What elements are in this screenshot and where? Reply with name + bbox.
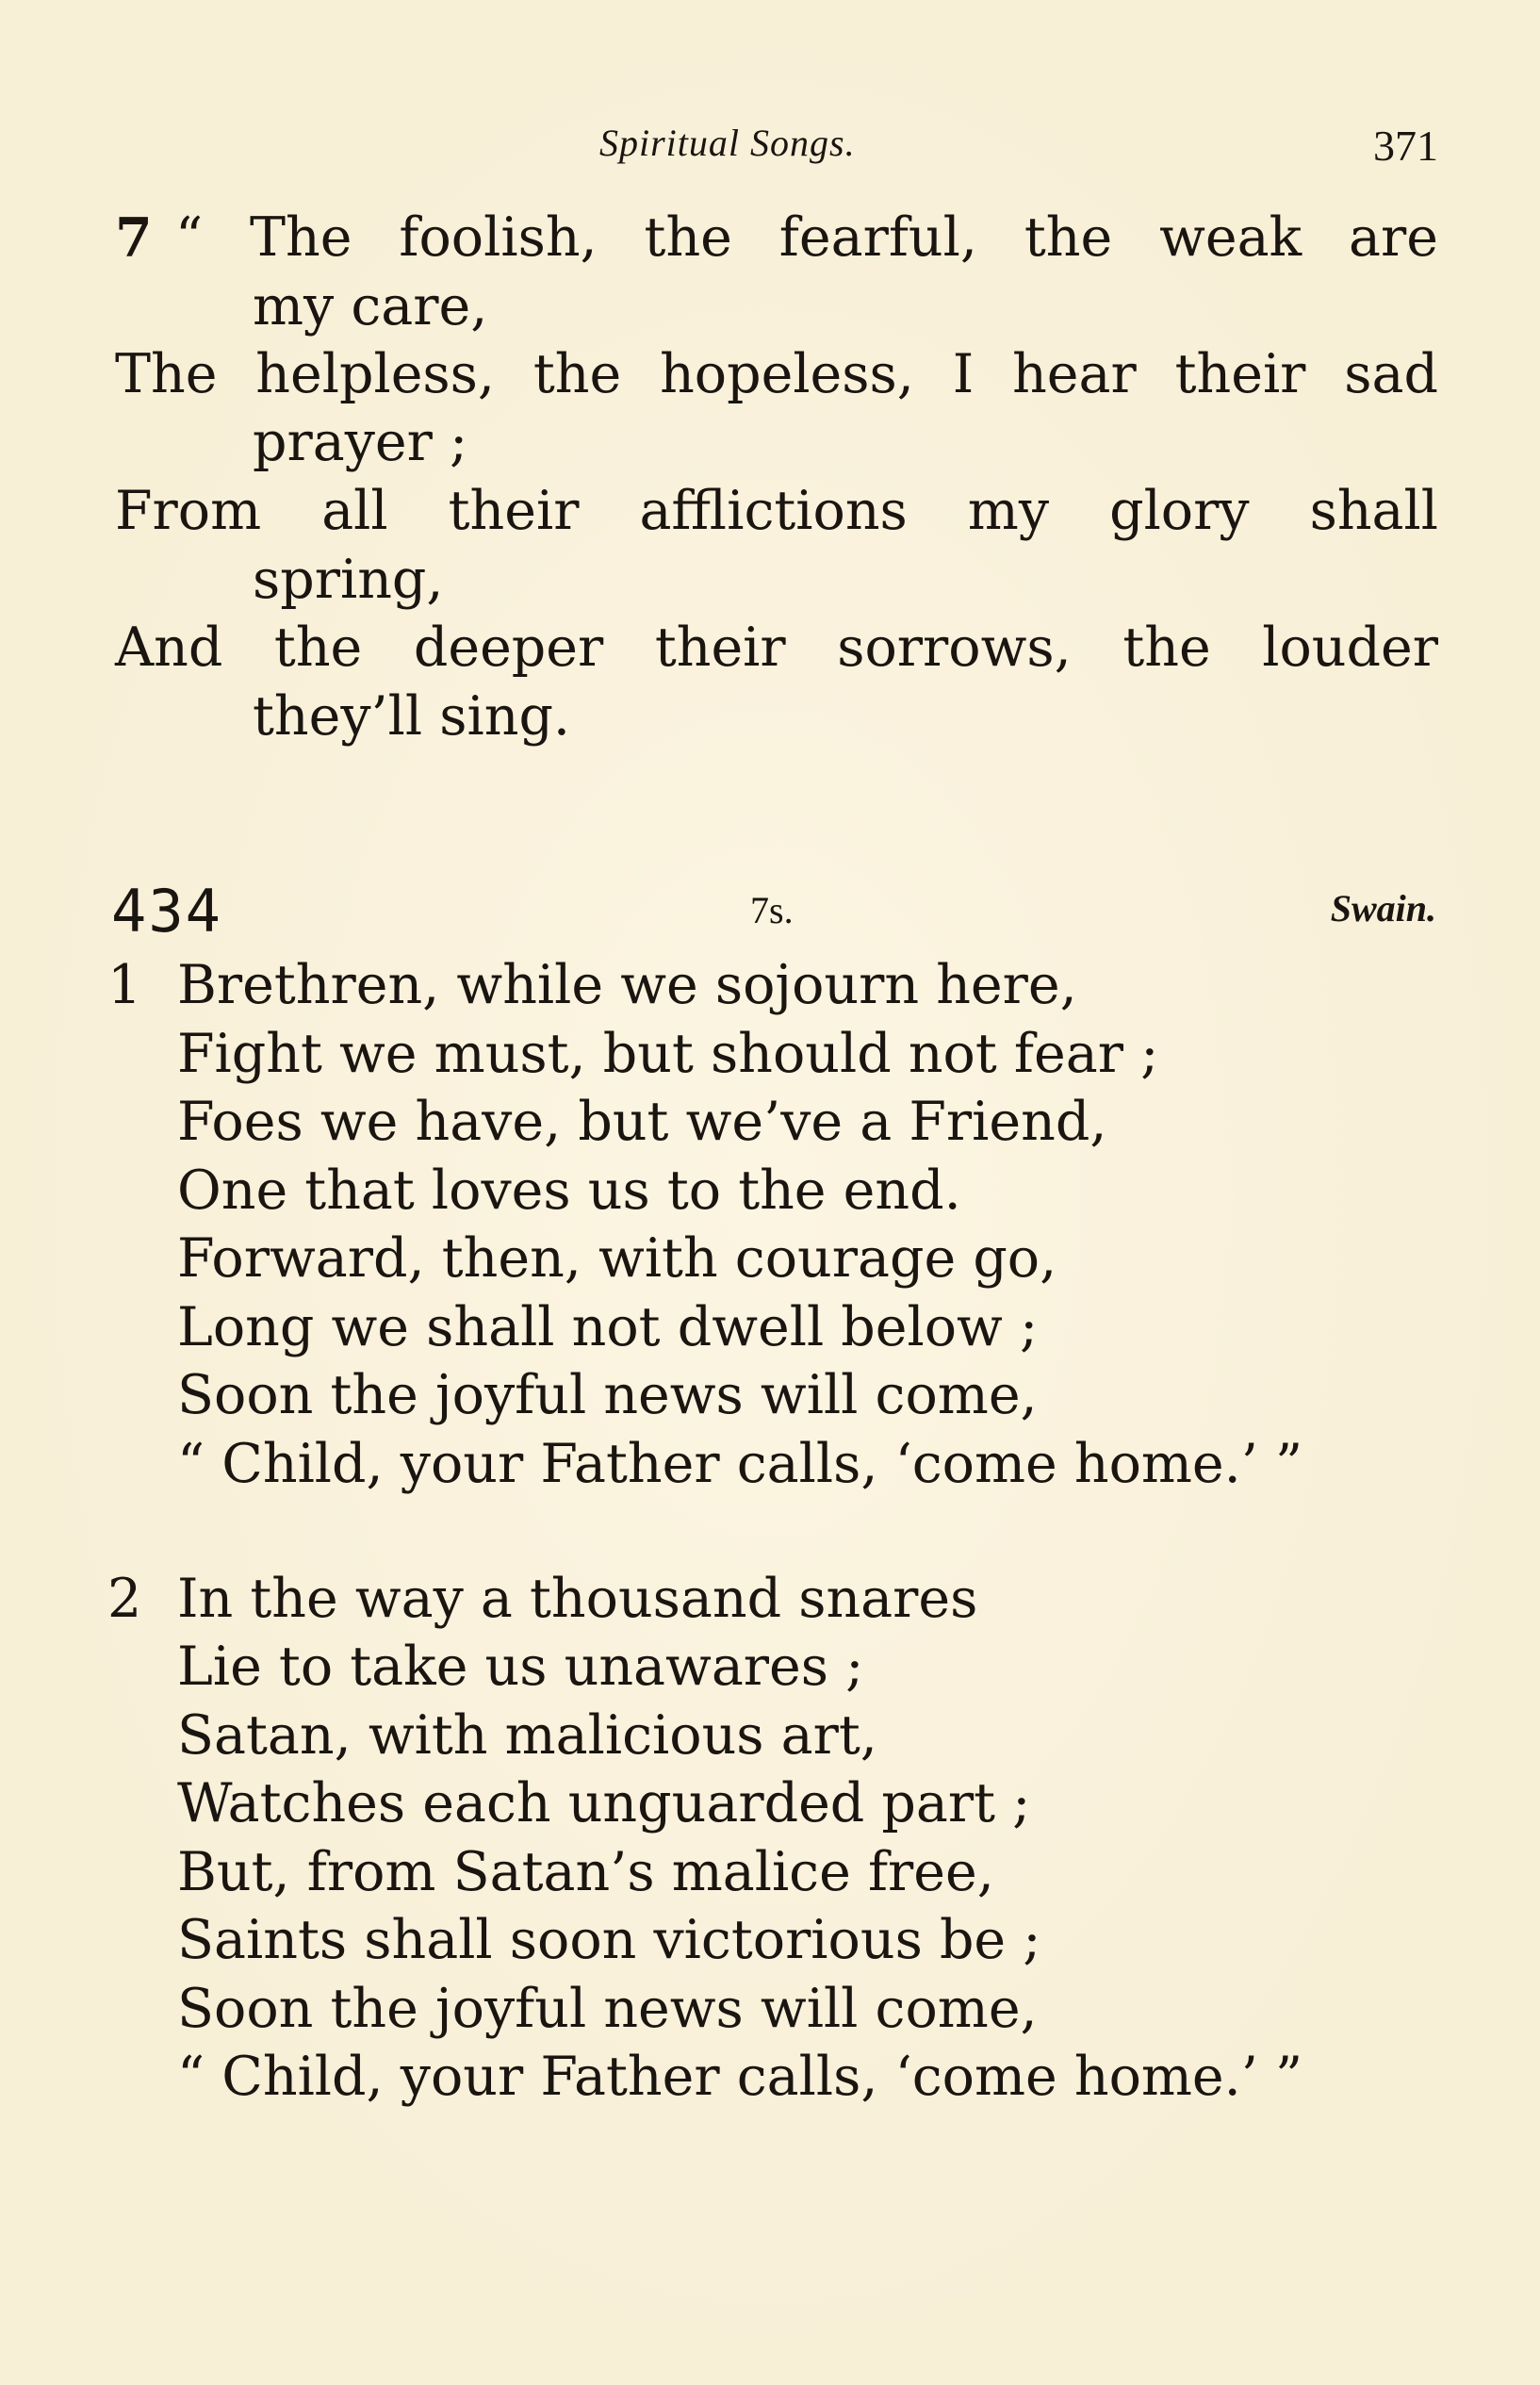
stanza-1-line-7: Soon the joyful news will come,	[177, 1364, 1038, 1426]
stanza-1-line-4: One that loves us to the end.	[177, 1160, 961, 1222]
stanza-2-line-2: Lie to take us unawares ;	[177, 1636, 864, 1698]
stanza-2-line-4: Watches each unguarded part ;	[177, 1772, 1031, 1834]
stanza-7-line-5: From all their afflictions my glory shall	[115, 480, 1438, 542]
stanza-2-line-3: Satan, with malicious art,	[177, 1704, 877, 1767]
stanza-7-line-6: spring,	[253, 549, 444, 611]
stanza-1-line-1: Brethren, while we sojourn here,	[177, 954, 1077, 1016]
hymn-tune: Swain.	[1330, 887, 1436, 929]
stanza-2-line-7: Soon the joyful news will come,	[177, 1978, 1038, 2040]
stanza-number-1: 1	[107, 954, 142, 1016]
running-title: Spiritual Songs.	[599, 122, 856, 164]
stanza-number-2: 2	[107, 1568, 142, 1630]
stanza-7-line-2: my care,	[253, 275, 488, 337]
stanza-2-line-8: “ Child, your Father calls, ‘come home.’ ”	[177, 2046, 1303, 2108]
stanza-1-line-5: Forward, then, with courage go,	[177, 1227, 1057, 1290]
stanza-2-line-6: Saints shall soon victorious be ;	[177, 1909, 1041, 1971]
stanza-1-line-6: Long we shall not dwell below ;	[177, 1296, 1039, 1358]
hymn-meter: 7s.	[750, 889, 794, 931]
stanza-7-line-8: they’ll sing.	[253, 685, 571, 748]
stanza-2-line-5: But, from Satan’s malice free,	[177, 1841, 994, 1903]
stanza-7-line-4: prayer ;	[253, 411, 468, 473]
stanza-1-line-2: Fight we must, but should not fear ;	[177, 1023, 1159, 1085]
hymn-number: 434	[111, 877, 222, 946]
stanza-2-line-1: In the way a thousand snares	[177, 1568, 978, 1630]
stanza-number-7: 7	[115, 206, 153, 270]
stanza-7-line-7: And the deeper their sorrows, the louder	[115, 617, 1438, 679]
stanza-1-line-8: “ Child, your Father calls, ‘come home.’ ”	[177, 1433, 1303, 1495]
stanza-7-line-1: “ The foolish, the fearful, the weak are	[175, 206, 1438, 269]
stanza-7-line-3: The helpless, the hopeless, I hear their sad	[115, 343, 1438, 405]
stanza-1-line-3: Foes we have, but we’ve a Friend,	[177, 1091, 1107, 1153]
page-number: 371	[1373, 122, 1438, 170]
